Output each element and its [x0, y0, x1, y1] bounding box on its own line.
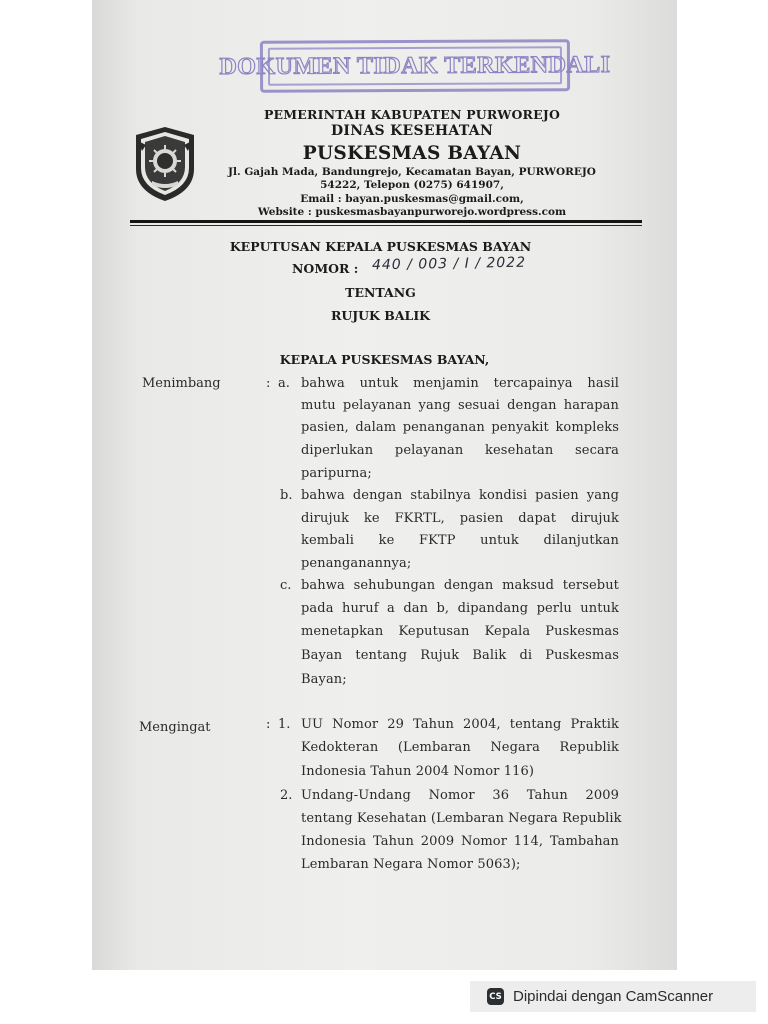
clause-line: Undang-Undang Nomor 36 Tahun 2009 — [301, 788, 619, 803]
letterhead-address: Jl. Gajah Mada, Bandungrejo, Kecamatan Bayan, PURWOREJO — [228, 166, 596, 178]
clause-line: pasien, dalam penanganan penyakit kompleks — [301, 420, 619, 435]
clause-line: Indonesia Tahun 2004 Nomor 116) — [301, 764, 534, 779]
stamp-text: DOKUMEN TIDAK TERKENDALI — [219, 51, 611, 80]
clause-line: Bayan; — [301, 672, 347, 687]
letterhead-divider-thin — [130, 225, 642, 226]
section-colon: : — [266, 717, 271, 732]
letterhead-divider — [130, 220, 642, 223]
camscanner-text: Dipindai dengan CamScanner — [513, 988, 714, 1005]
clause-line: UU Nomor 29 Tahun 2004, tentang Praktik — [301, 717, 619, 732]
document-page — [92, 0, 677, 970]
clause-line: menetapkan Keputusan Kepala Puskesmas — [301, 624, 619, 639]
letterhead-email: Email : bayan.puskesmas@gmail.com, — [300, 193, 524, 205]
clause-line: Kedokteran (Lembaran Negara Republik — [301, 740, 619, 755]
section-label-menimbang: Menimbang — [142, 376, 221, 391]
list-marker: c. — [280, 578, 292, 593]
clause-line: bahwa sehubungan dengan maksud tersebut — [301, 578, 619, 593]
letterhead-institution: PUSKESMAS BAYAN — [302, 143, 522, 164]
regency-emblem-logo — [132, 125, 198, 203]
clause-line: pada huruf a dan b, dipandang perlu untuk — [301, 601, 619, 616]
uncontrolled-document-stamp — [219, 39, 611, 93]
decree-number-label: NOMOR : — [292, 261, 359, 276]
letterhead-department: DINAS KESEHATAN — [330, 123, 494, 139]
section-colon: : — [266, 376, 271, 391]
camscanner-logo-icon: CS — [487, 988, 504, 1005]
list-marker: b. — [280, 488, 293, 503]
clause-line: kembali ke FKTP untuk dilanjutkan — [301, 533, 619, 548]
clause-line: tentang Kesehatan (Lembaran Negara Republik — [301, 811, 622, 826]
list-marker: 2. — [280, 788, 293, 803]
decree-issuer: KEPALA PUSKESMAS BAYAN, — [279, 352, 490, 367]
clause-line: Indonesia Tahun 2009 Nomor 114, Tambahan — [301, 834, 619, 849]
letterhead-postcode-phone: 54222, Telepon (0275) 641907, — [320, 179, 504, 191]
clause-line: Bayan tentang Rujuk Balik di Puskesmas — [301, 648, 619, 663]
clause-line: dirujuk ke FKRTL, pasien dapat dirujuk — [301, 511, 619, 526]
list-marker: a. — [278, 376, 290, 391]
clause-line: Lembaran Negara Nomor 5063); — [301, 857, 521, 872]
clause-line: diperlukan pelayanan kesehatan secara — [301, 443, 619, 458]
letterhead-government: PEMERINTAH KABUPATEN PURWOREJO — [263, 107, 561, 122]
clause-line: paripurna; — [301, 466, 372, 481]
decree-heading: KEPUTUSAN KEPALA PUSKESMAS BAYAN — [229, 239, 532, 254]
decree-number-handwritten: 440 / 003 / I / 2022 — [371, 254, 527, 274]
decree-about-label: TENTANG — [345, 285, 416, 300]
section-label-mengingat: Mengingat — [139, 720, 211, 735]
clause-line: mutu pelayanan yang sesuai dengan harapan — [301, 398, 619, 413]
clause-line: bahwa untuk menjamin tercapainya hasil — [301, 376, 619, 391]
list-marker: 1. — [278, 717, 291, 732]
camscanner-badge — [470, 981, 756, 1012]
clause-line: penanganannya; — [301, 556, 412, 571]
decree-subject: RUJUK BALIK — [330, 308, 431, 323]
clause-line: bahwa dengan stabilnya kondisi pasien yang — [301, 488, 619, 503]
letterhead-website: Website : puskesmasbayanpurworejo.wordpress.com — [257, 206, 567, 218]
